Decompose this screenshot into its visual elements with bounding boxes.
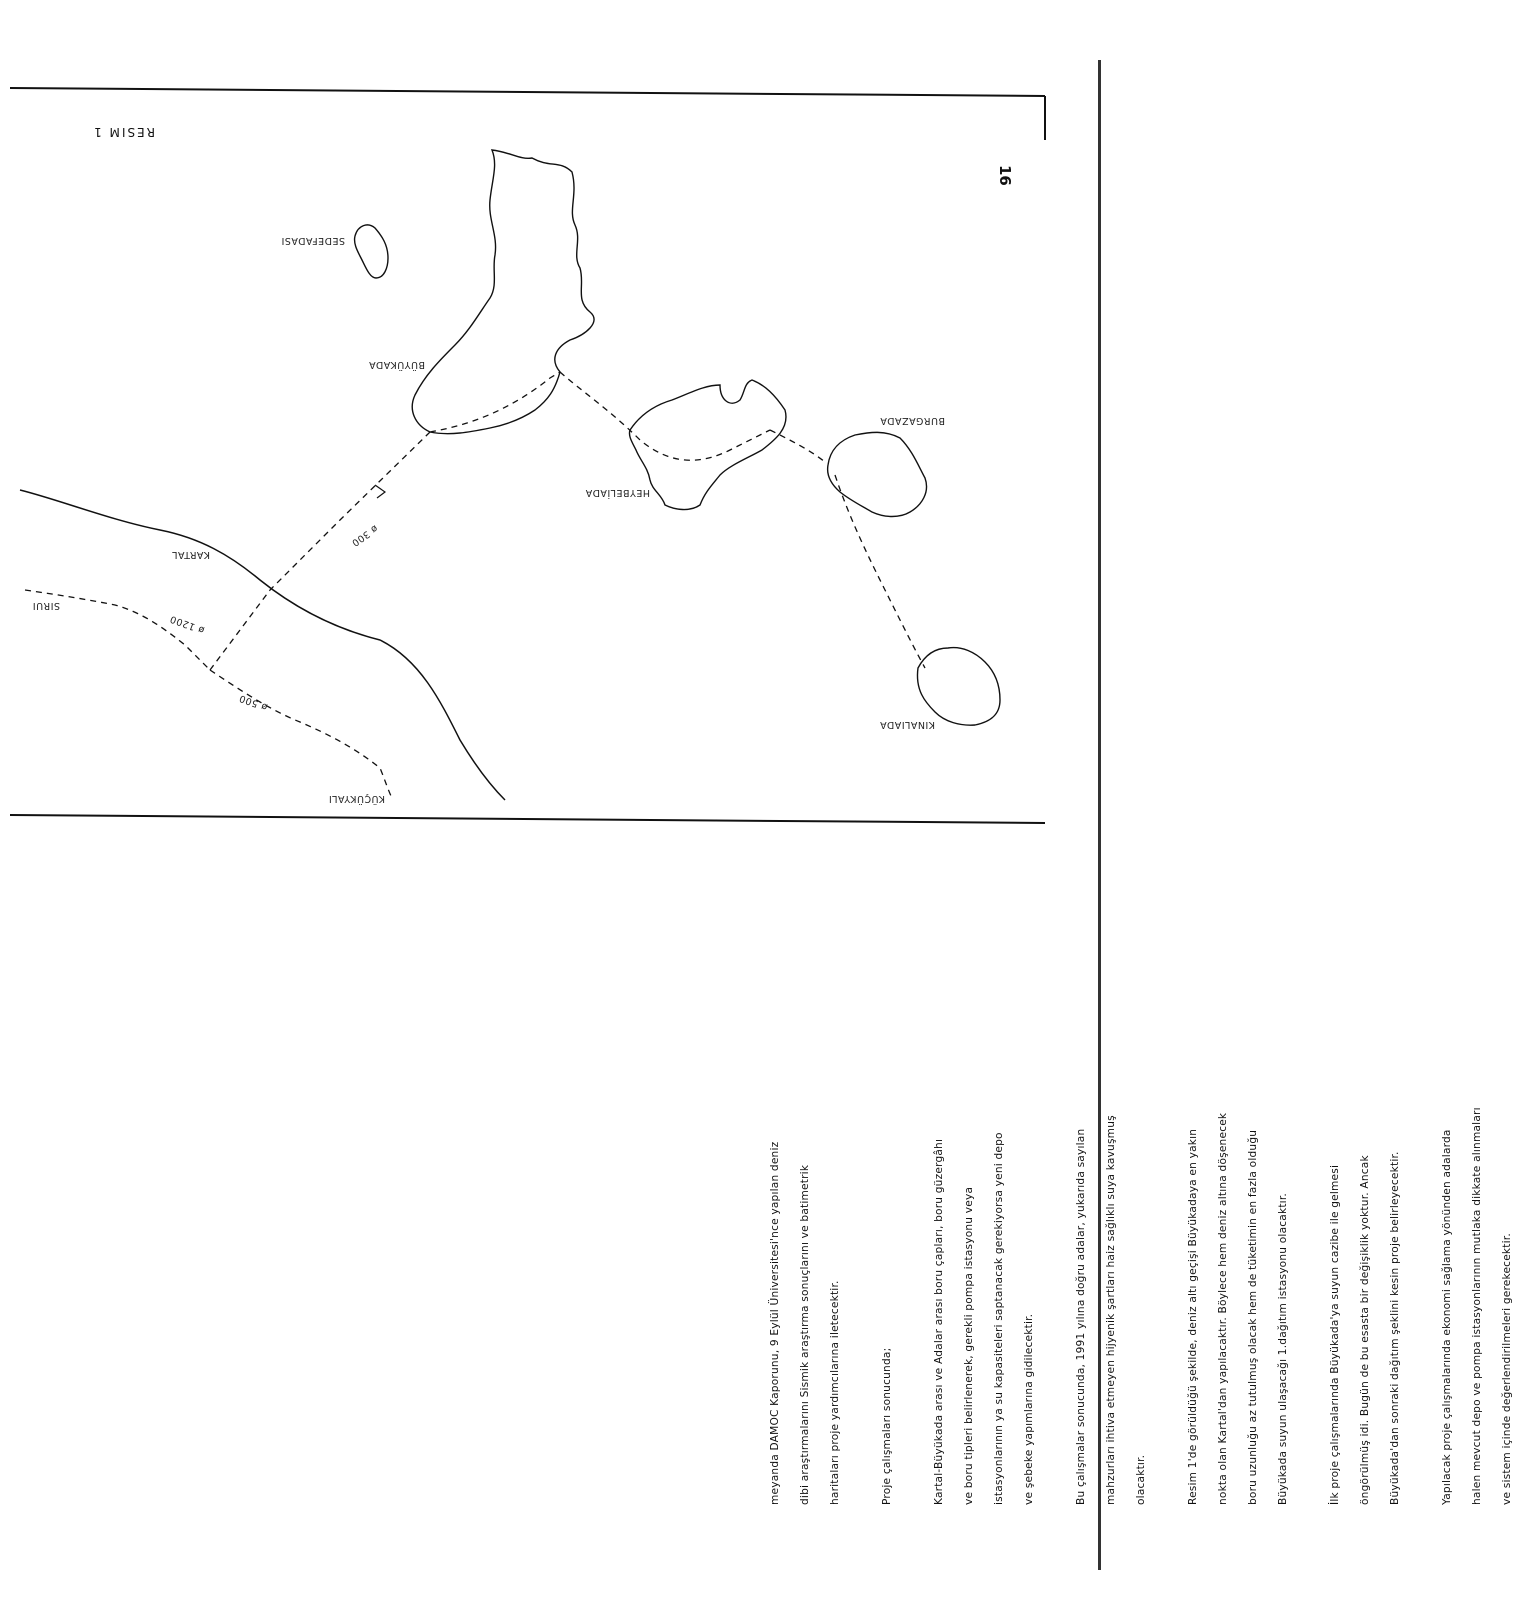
text-line: Yapılacak proje çalışmalarında ekonomi sağlama yönünden adalarda [1441, 1129, 1453, 1505]
paragraph-1 [760, 945, 850, 1505]
label-kinaliada: KINALIADA [879, 719, 935, 730]
text-line: mahzurları ihtiva etmeyen hijyenik şartları haiz sağlıklı suya kavuşmuş [1105, 1115, 1117, 1505]
map-caption: RESIM 1 [92, 125, 155, 139]
paragraph-7 [1432, 945, 1522, 1505]
paragraph-2 [872, 945, 902, 1505]
text-line: İlk proje çalışmalarında Büyükada'ya suyun cazibe ile gelmesi [1329, 1164, 1341, 1505]
route-kartal-buyukada [210, 432, 430, 670]
text-line: boru uzunluğu az tutulmuş olacak hem de tüketimin en fazla olduğu [1247, 1129, 1259, 1505]
body-text [760, 945, 1513, 1505]
sedefadasi-island [355, 225, 388, 278]
text-line: ve sistem içinde değerlendirilmeleri gerekecektir. [1501, 1233, 1513, 1505]
text-line: haritaları proje yardımcılarına iletecektir. [829, 1280, 841, 1505]
label-kartal: KARTAL [171, 549, 210, 560]
route-buyukada-inner [430, 372, 560, 432]
text-line: Büyükada suyun ulaşacağı 1.dağıtım istasyonu olacaktır. [1277, 1193, 1289, 1505]
pipeline-routes [25, 372, 925, 798]
text-line: dibi araştırmalarını Sismik araştırma sonuçlarını ve batimetrik [799, 1164, 811, 1505]
label-buyukada: BÜYÜKADA [368, 359, 425, 370]
text-line: Kartal-Büyükada arası ve Adalar arası boru çapları, boru güzergâhı [933, 1138, 945, 1505]
label-pipe-300: ø 300 [349, 522, 380, 549]
text-line: Proje çalışmaları sonucunda; [881, 1347, 893, 1505]
mainland-coastline [20, 490, 505, 800]
burgazada-island [828, 432, 927, 516]
text-line: istasyonlarının ya su kapasiteleri saptanacak gerekiyorsa yeni depo [993, 1132, 1005, 1505]
paragraph-4 [1066, 945, 1156, 1505]
paragraph-5 [1178, 945, 1298, 1505]
text-line: halen mevcut depo ve pompa istasyonlarının mutlaka dikkate alınmaları [1471, 1107, 1483, 1505]
heybeliada-island [629, 380, 786, 510]
text-line: Resim 1'de görüldüğü şekilde, deniz altı geçişi Büyükadaya en yakın [1187, 1128, 1199, 1505]
text-line: olacaktır. [1135, 1454, 1147, 1505]
paragraph-6 [1320, 945, 1410, 1505]
map-figure [0, 0, 1131, 860]
label-pipe-500: ø 500 [237, 692, 270, 713]
label-sedefadasi: SEDEFADASI [281, 235, 345, 246]
route-buyukada-heybeli [560, 372, 770, 460]
route-kucukyali [210, 670, 392, 798]
text-line: meyanda DAMOC Kaporunu, 9 Eylül Üniversitesi'nce yapılan deniz [769, 1141, 781, 1505]
route-burgaz-kinali [835, 475, 925, 668]
label-burgazada: BURGAZADA [879, 415, 945, 426]
buyukada-island [412, 150, 594, 434]
text-line: ve boru tipleri belirlenerek, gerekli pompa istasyonu veya [963, 1186, 975, 1505]
label-sirui: SIRUI [32, 600, 60, 611]
paragraph-3 [924, 945, 1044, 1505]
page-number: 16 [996, 165, 1014, 186]
text-line: Bu çalışmalar sonucunda, 1991 yılına doğru adalar, yukarıda sayılan [1075, 1128, 1087, 1505]
frame-bottom-line [10, 815, 1045, 823]
text-line: nokta olan Kartal'dan yapılacaktır. Böylece hem deniz altına döşenecek [1217, 1112, 1229, 1505]
text-line: öngörülmüş idi. Bugün de bu esasta bir değişiklik yoktur. Ancak [1359, 1155, 1371, 1505]
text-line: ve şebeke yapımlarına gidilecektir. [1023, 1313, 1035, 1505]
text-line: Büyükada'dan sonraki dağıtım şeklini kesin proje belirleyecektir. [1389, 1151, 1401, 1505]
route-arrow-icon [375, 485, 385, 498]
kinaliada-island [917, 648, 1000, 726]
label-kucukyali: KÜÇÜKYALI [328, 793, 385, 804]
label-pipe-1200: ø 1200 [168, 612, 207, 636]
frame-top-line [10, 88, 1045, 96]
label-heybeliada: HEYBELİADA [585, 487, 650, 498]
